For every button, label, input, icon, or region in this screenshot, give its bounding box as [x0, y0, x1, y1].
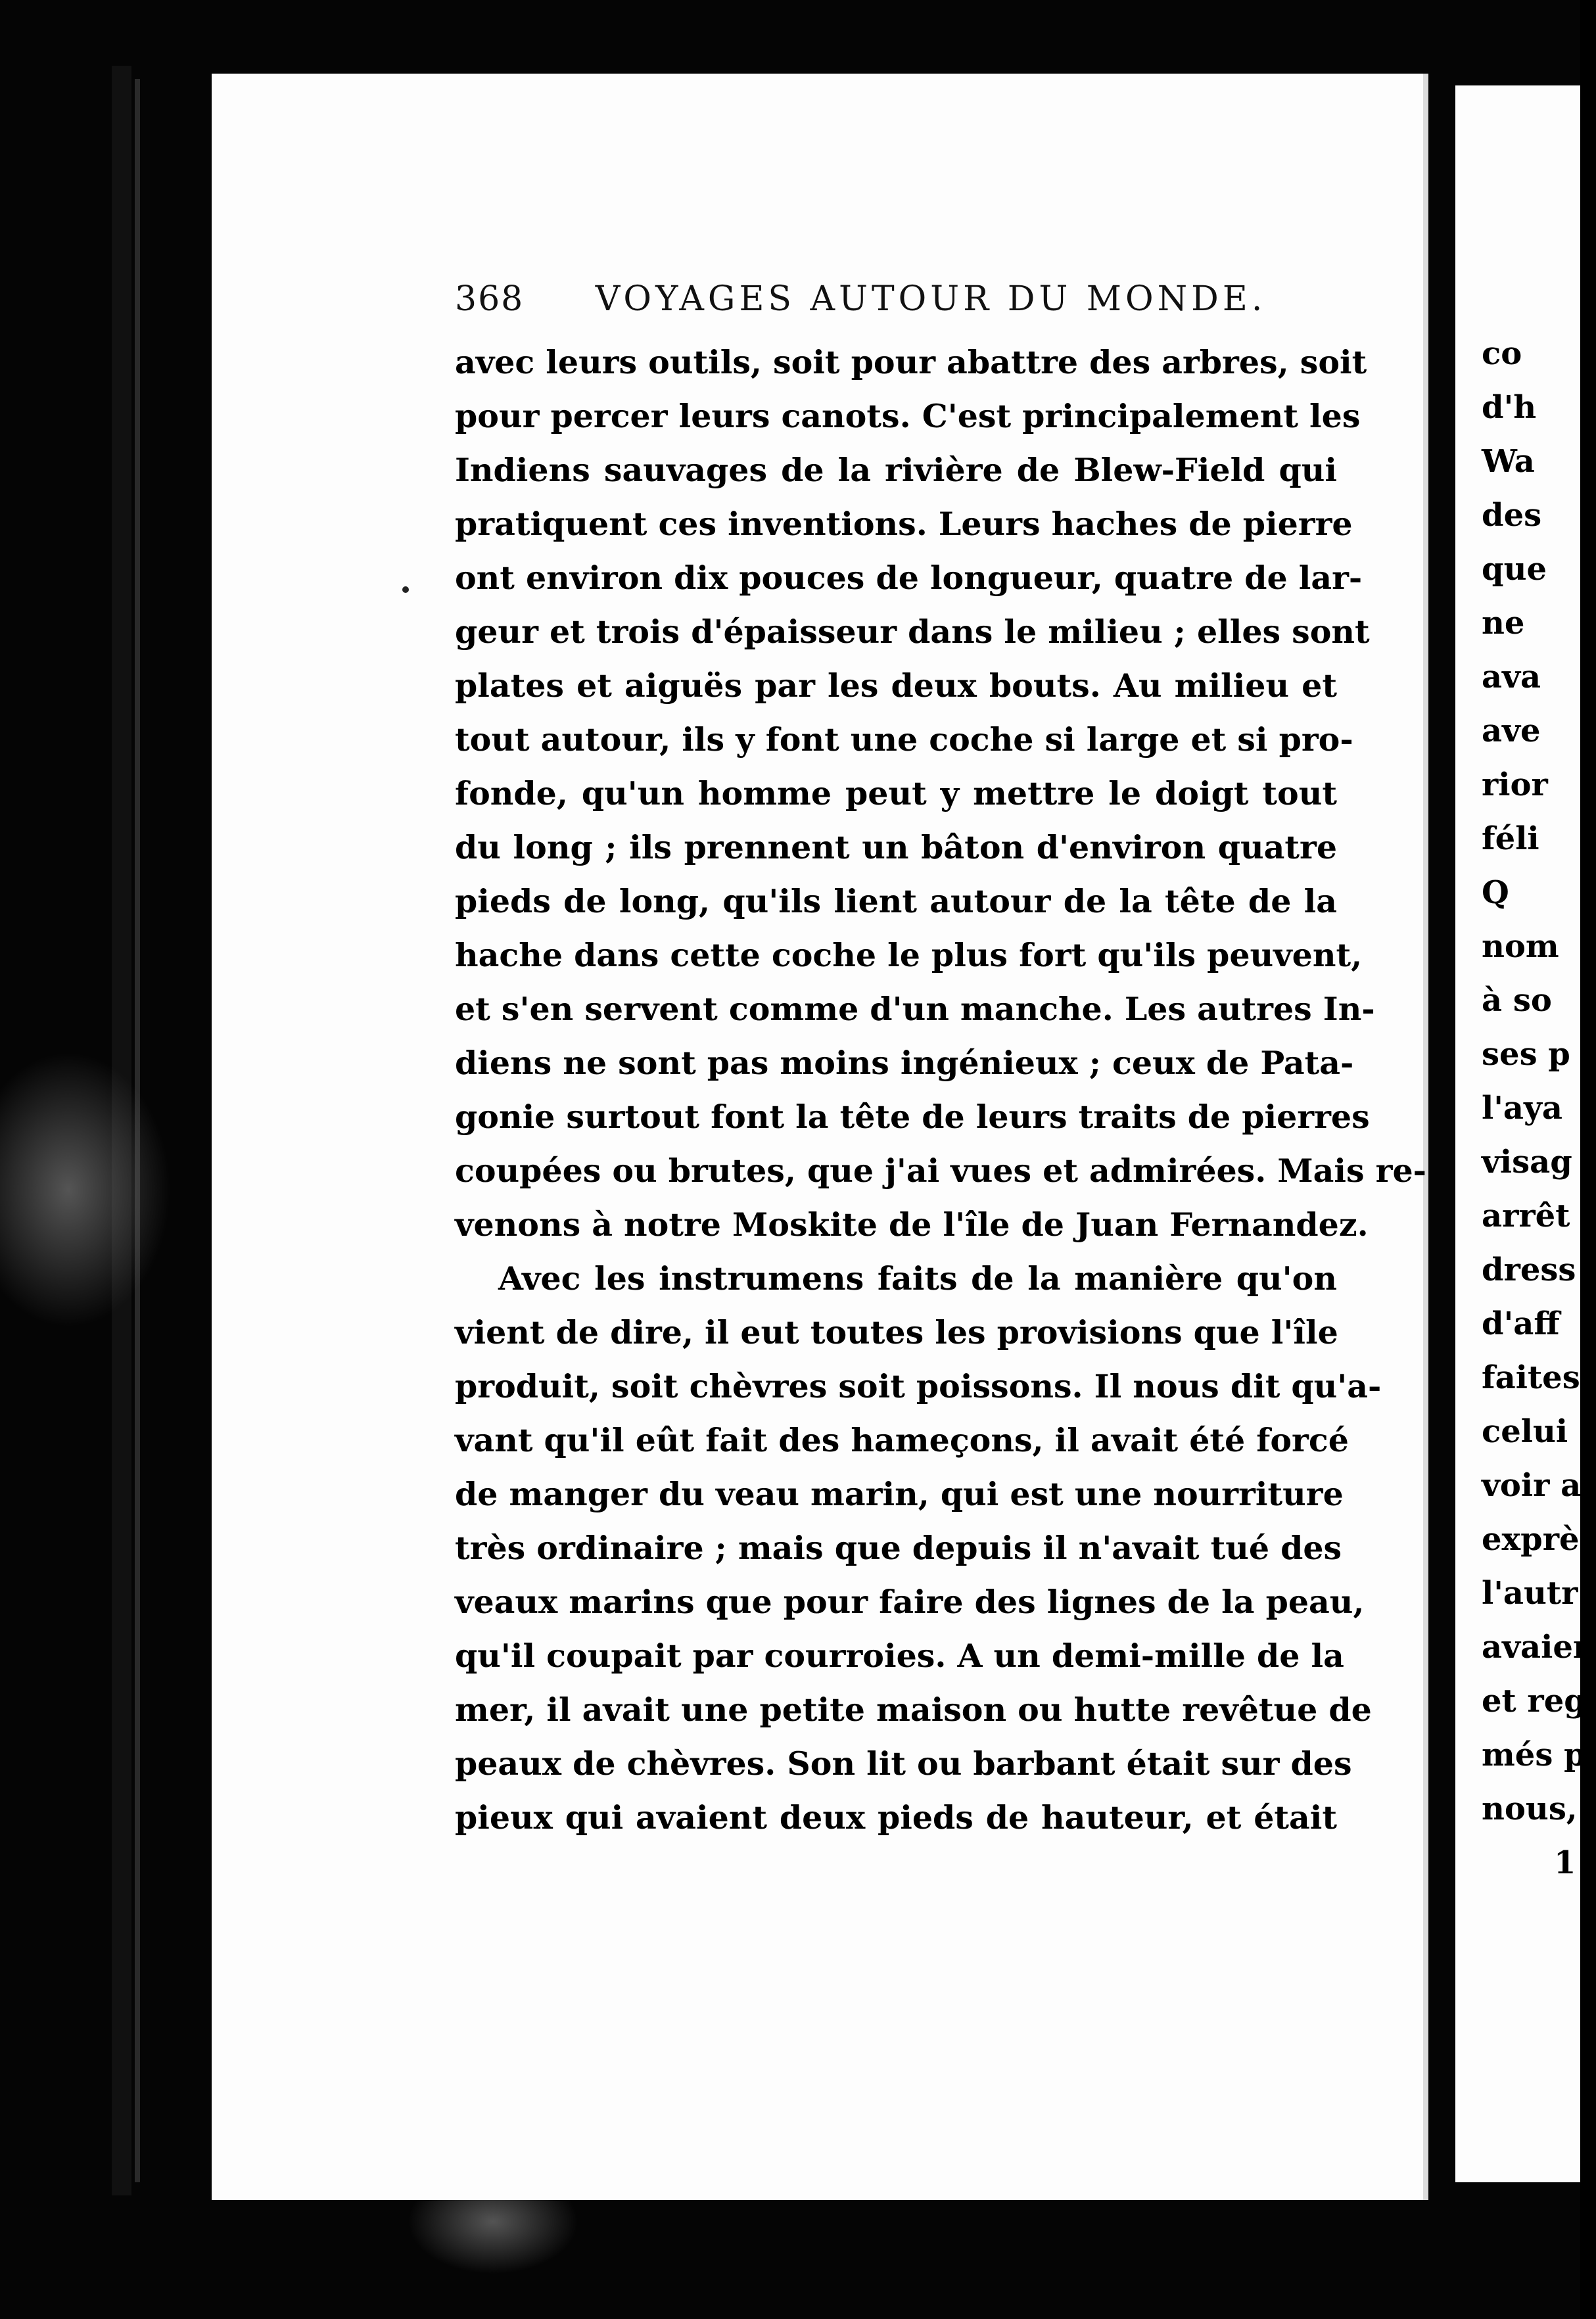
facing-text-line: d'aff [1482, 1305, 1560, 1342]
facing-text-line: ne [1482, 605, 1525, 642]
facing-text-line: co [1482, 335, 1522, 372]
facing-text-line: faites [1482, 1359, 1580, 1396]
body-text [455, 335, 1426, 1844]
text-line: vient de dire, il eut toutes les provisions que l'île [455, 1313, 1338, 1351]
margin-mark [402, 586, 409, 593]
facing-text-line: voir a [1482, 1467, 1582, 1504]
text-line: pieds de long, qu'ils lient autour de la tête de la [455, 882, 1337, 920]
text-line: et s'en servent comme d'un manche. Les autres In- [455, 990, 1375, 1028]
text-line: pour percer leurs canots. C'est principalement les [455, 397, 1361, 435]
text-line: geur et trois d'épaisseur dans le milieu ; elles sont [455, 613, 1370, 651]
text-line: pratiquent ces inventions. Leurs haches de pierre [455, 505, 1353, 543]
facing-text-line: d'h [1482, 389, 1537, 426]
running-head [455, 279, 1342, 319]
facing-text-line: nous, [1482, 1791, 1578, 1827]
facing-text-line: rior [1482, 766, 1548, 803]
text-line: venons à notre Moskite de l'île de Juan Fernandez. [455, 1206, 1369, 1244]
facing-text-line: exprè [1482, 1521, 1580, 1558]
text-line: plates et aiguës par les deux bouts. Au milieu et [455, 667, 1337, 705]
text-line: fonde, qu'un homme peut y mettre le doigt tout [455, 774, 1337, 812]
facing-text-line: que [1482, 551, 1547, 588]
facing-text-line: des [1482, 497, 1542, 534]
facing-text-line: l'aya [1482, 1090, 1563, 1127]
text-line: du long ; ils prennent un bâton d'environ quatre [455, 828, 1337, 866]
scan-smudge [0, 1052, 171, 1328]
text-line: veaux marins que pour faire des lignes de la peau, [455, 1583, 1365, 1621]
facing-text-line: à so [1482, 982, 1552, 1019]
text-line: coupées ou brutes, que j'ai vues et admirées. Mais re- [455, 1152, 1426, 1190]
text-line: Indiens sauvages de la rivière de Blew-Field qui [455, 451, 1337, 489]
text-line: peaux de chèvres. Son lit ou barbant était sur des [455, 1745, 1352, 1783]
text-line: produit, soit chèvres soit poissons. Il nous dit qu'a- [455, 1367, 1382, 1405]
facing-text-line: ave [1482, 713, 1541, 749]
facing-text-line: més p [1482, 1737, 1586, 1773]
text-line: très ordinaire ; mais que depuis il n'avait tué des [455, 1529, 1342, 1567]
facing-text-line: 1 [1554, 1844, 1576, 1881]
text-line: pieux qui avaient deux pieds de hauteur, et était [455, 1798, 1337, 1837]
text-line: mer, il avait une petite maison ou hutte revêtue de [455, 1691, 1372, 1729]
text-line: tout autour, ils y font une coche si large et si pro- [455, 720, 1353, 759]
text-line: de manger du veau marin, qui est une nourriture [455, 1475, 1344, 1513]
text-line: ont environ dix pouces de longueur, quatre de lar- [455, 559, 1363, 597]
facing-text-line: féli [1482, 820, 1539, 857]
facing-text-line: celui [1482, 1413, 1568, 1450]
page-number: 368 [455, 279, 525, 319]
text-line: qu'il coupait par courroies. A un demi-mille de la [455, 1637, 1344, 1675]
facing-text-line: nom [1482, 928, 1559, 965]
text-line: gonie surtout font la tête de leurs traits de pierres [455, 1098, 1370, 1136]
text-line: diens ne sont pas moins ingénieux ; ceux de Pata- [455, 1044, 1354, 1082]
running-title: VOYAGES AUTOUR DU MONDE. [595, 279, 1267, 319]
paragraph-start-line: Avec les instrumens faits de la manière qu'on [498, 1259, 1337, 1298]
facing-text-line: ava [1482, 659, 1541, 695]
facing-text-line: ses p [1482, 1036, 1570, 1073]
facing-text-line: arrêt [1482, 1198, 1570, 1234]
facing-text-line: Wa [1482, 443, 1535, 480]
facing-text-line: Q [1482, 874, 1509, 911]
facing-text-line: avaien [1482, 1629, 1596, 1666]
text-line: avec leurs outils, soit pour abattre des arbres, soit [455, 343, 1367, 381]
facing-text-line: visag [1482, 1144, 1572, 1181]
text-line: hache dans cette coche le plus fort qu'ils peuvent, [455, 936, 1363, 974]
facing-text-line: dress [1482, 1252, 1576, 1288]
text-line: vant qu'il eût fait des hameçons, il avait été forcé [455, 1421, 1349, 1459]
facing-text-line: l'autr [1482, 1575, 1578, 1612]
facing-page-fragment [1455, 85, 1596, 2182]
facing-text-line: et reg [1482, 1683, 1586, 1720]
